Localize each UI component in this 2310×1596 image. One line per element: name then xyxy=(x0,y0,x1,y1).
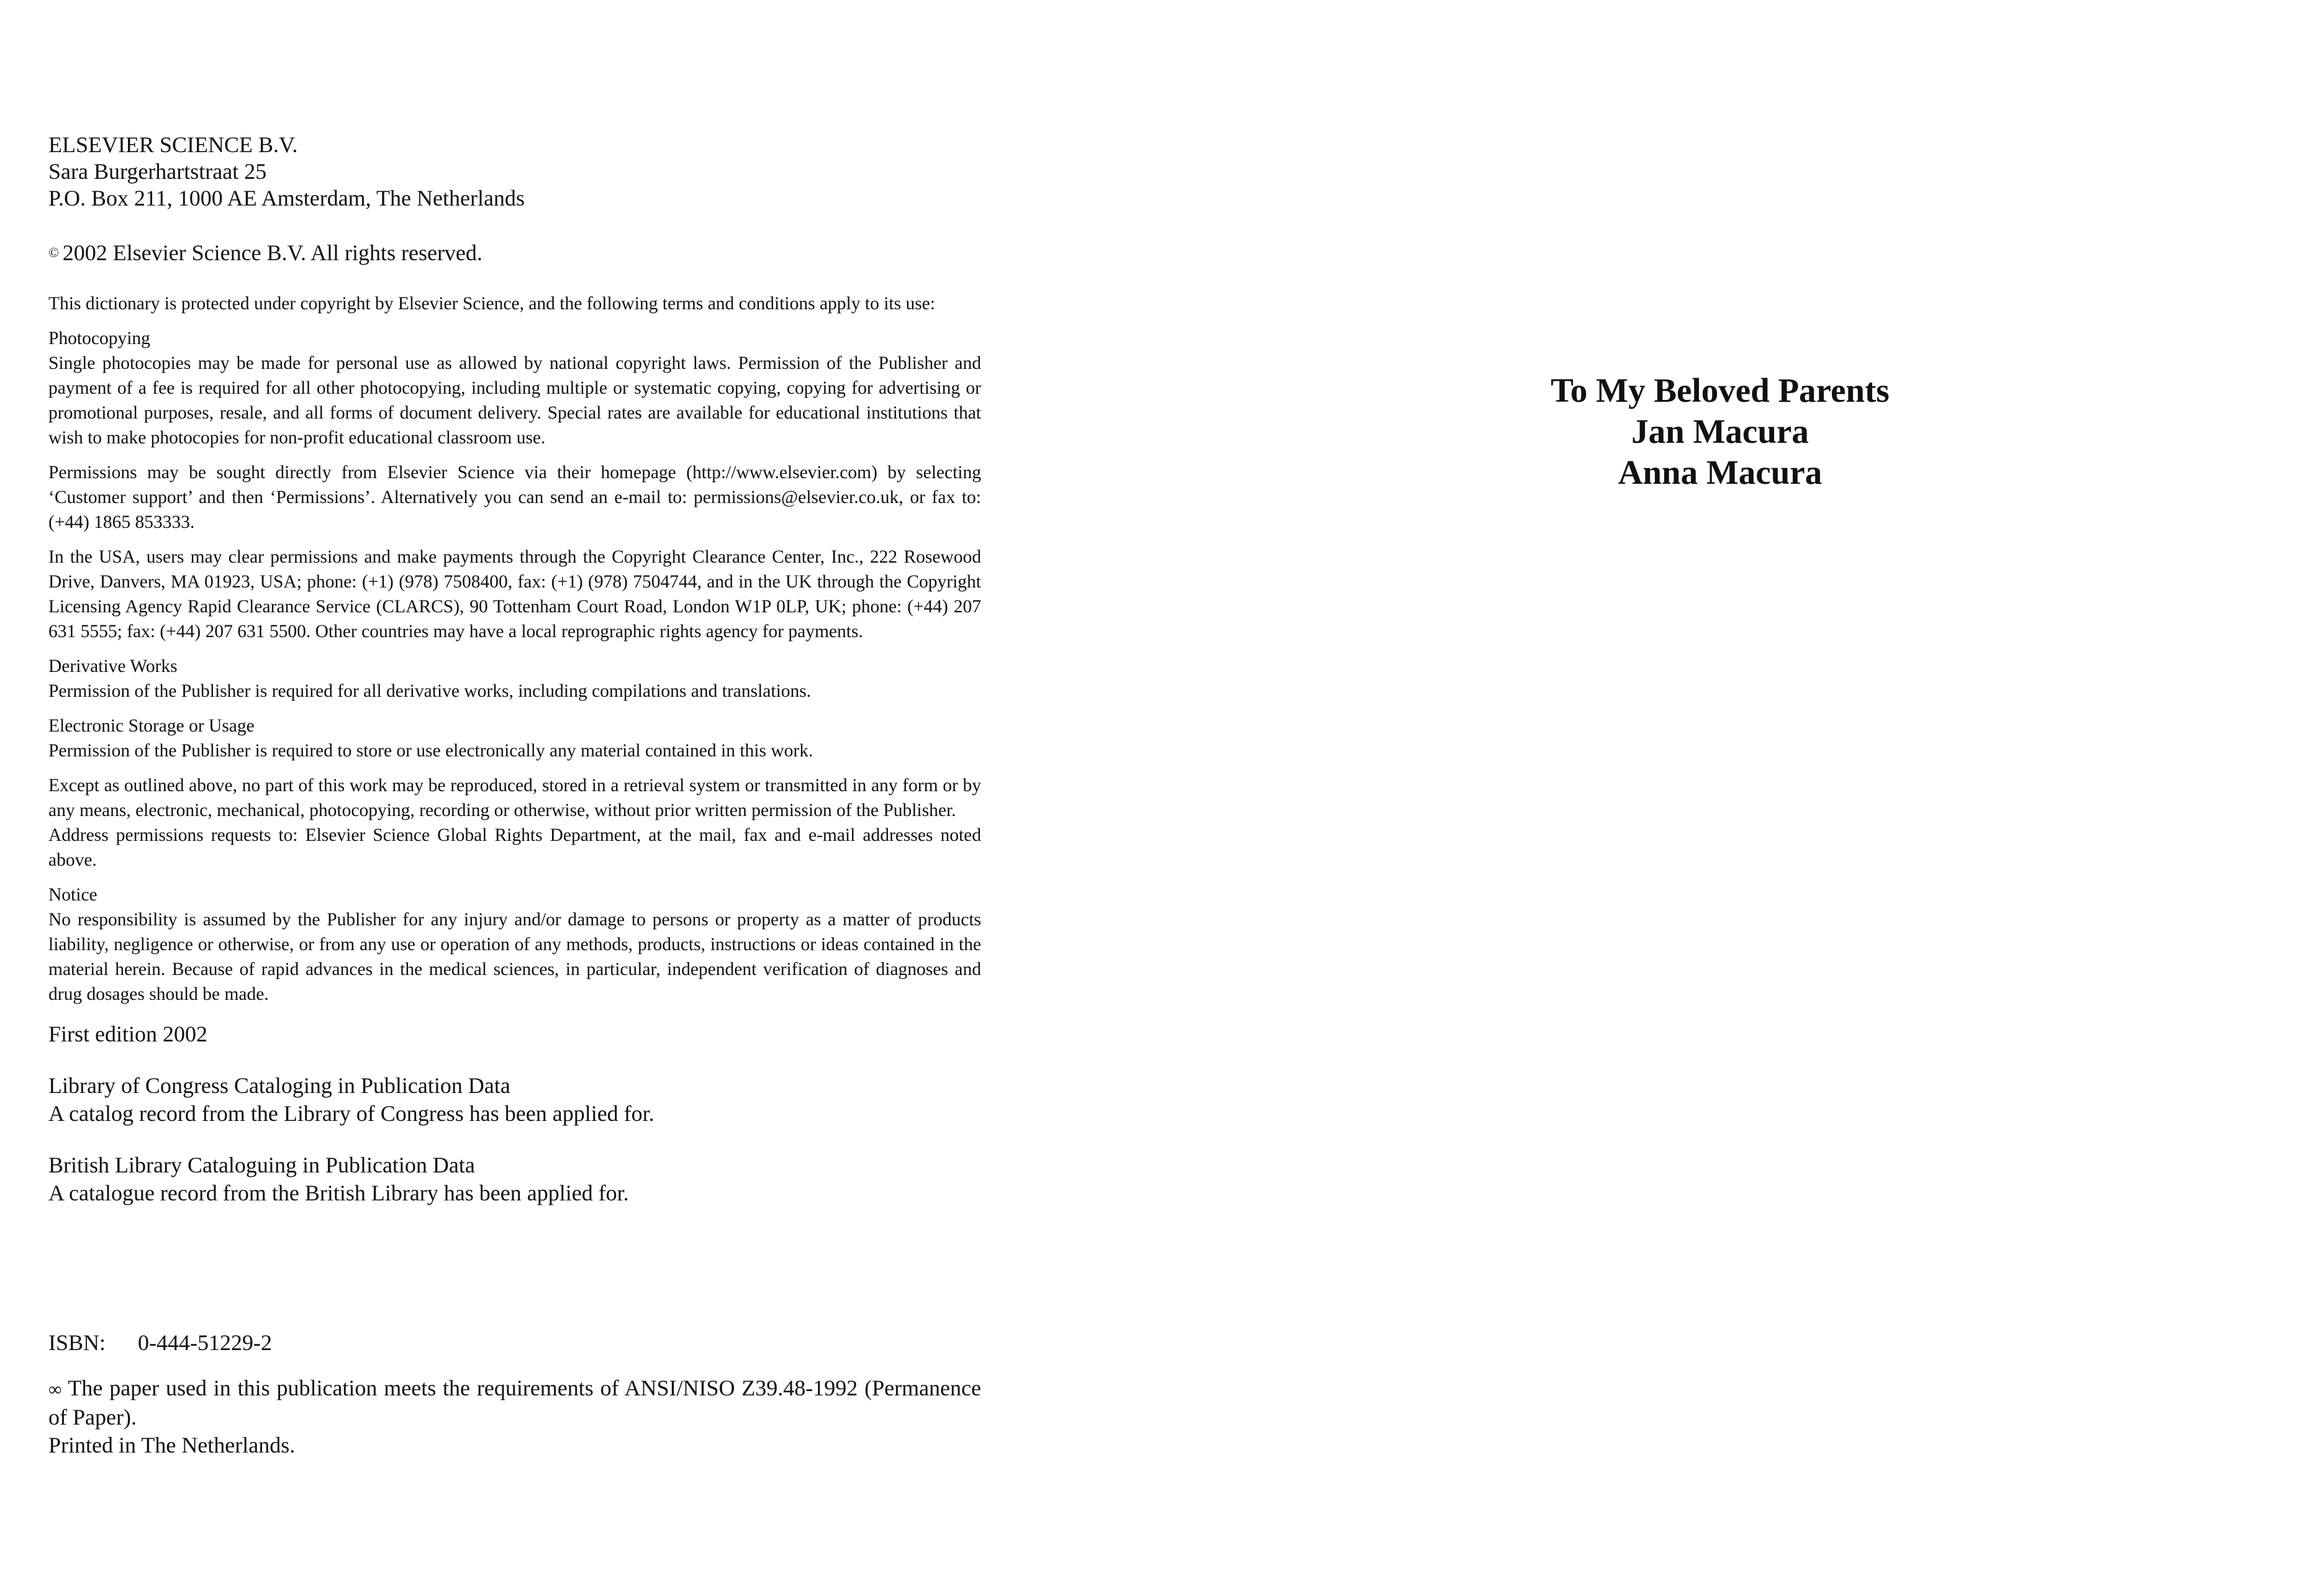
publisher-name: ELSEVIER SCIENCE B.V. xyxy=(48,132,298,157)
publisher-city: P.O. Box 211, 1000 AE Amsterdam, The Netherlands xyxy=(48,186,525,211)
paper-statement xyxy=(48,1374,981,1459)
notice-section xyxy=(48,882,981,1007)
usa-paragraph: In the USA, users may clear permissions and make payments through the Copyright Clearance Center, Inc., 222 Rosewood Drive, Danvers, MA 01923, USA; phone: (+1) (978) 7508400, fax: (+1) (978) 7504744, and in the UK through the Copyright Licensing Agency Rapid Clearance Service (CLARCS), 90 Tottenham Court Road, London W1P 0LP, UK; phone: (+44) 207 631 5555; fax: (+44) 207 631 5500. Other countries may have a local reprographic rights agency for payments. xyxy=(48,547,981,642)
first-edition: First edition 2002 xyxy=(48,1022,208,1046)
electronic-section xyxy=(48,714,981,763)
derivative-section xyxy=(48,654,981,704)
copyright-line xyxy=(48,239,981,266)
copyright-page xyxy=(48,132,981,1459)
bl-heading: British Library Cataloguing in Publication Data xyxy=(48,1153,475,1177)
permissions-paragraph: Permissions may be sought directly from Elsevier Science via their homepage (http://www.elsevier.com) by selecting ‘Customer support’ and then ‘Permissions’. Alternatively you can send an e-mail to: permissions@elsevier.co.uk, or fax to: (+44) 1865 853333. xyxy=(48,463,981,532)
loc-body: A catalog record from the Library of Congress has been applied for. xyxy=(48,1101,654,1126)
dedication-line-3: Anna Macura xyxy=(1618,453,1823,491)
isbn-value: 0-444-51229-2 xyxy=(138,1330,272,1355)
photocopying-section xyxy=(48,326,981,450)
derivative-body: Permission of the Publisher is required for all derivative works, including compilations and translations. xyxy=(48,681,812,701)
electronic-heading: Electronic Storage or Usage xyxy=(48,716,255,736)
dedication-line-2: Jan Macura xyxy=(1631,412,1809,450)
loc-heading: Library of Congress Cataloging in Publication Data xyxy=(48,1073,510,1098)
address-requests: Address permissions requests to: Elsevier Science Global Rights Department, at the mail, fax and e-mail addresses noted above. xyxy=(48,825,981,870)
photocopying-heading: Photocopying xyxy=(48,329,150,348)
terms-intro: This dictionary is protected under copyright by Elsevier Science, and the following terms and conditions apply to its use: xyxy=(48,294,935,314)
photocopying-body: Single photocopies may be made for personal use as allowed by national copyright laws. Permission of the Publisher and payment of a fee is required for all other photocopying, including multiple or systematic copying, copying for advertising or promotional purposes, resale, and all forms of document delivery. Special rates are available for educational institutions that wish to make photocopies for non-profit educational classroom use. xyxy=(48,353,981,448)
paper-text: The paper used in this publication meets the requirements of ANSI/NISO Z39.48-1992 (Permanence of Paper). xyxy=(48,1376,981,1430)
notice-body: No responsibility is assumed by the Publisher for any injury and/or damage to persons or property as a matter of products liability, negligence or otherwise, or from any use or operation of any methods, products, instructions or ideas contained in the material herein. Because of rapid advances in the medical sciences, in particular, independent verification of diagnoses and drug dosages should be made. xyxy=(48,910,981,1004)
permanence-infinity-icon: ∞ xyxy=(48,1379,62,1400)
derivative-heading: Derivative Works xyxy=(48,656,178,676)
publisher-address xyxy=(48,132,981,212)
except-body: Except as outlined above, no part of this work may be reproduced, stored in a retrieval system or transmitted in any form or by any means, electronic, mechanical, photocopying, recording or otherwise, without prior written permission of the Publisher. xyxy=(48,776,981,820)
isbn-label: ISBN: xyxy=(48,1330,106,1355)
dedication-page xyxy=(1155,0,2310,1596)
publisher-street: Sara Burgerhartstraat 25 xyxy=(48,159,267,184)
dedication-line-1: To My Beloved Parents xyxy=(1551,371,1890,409)
printed-in: Printed in The Netherlands. xyxy=(48,1433,296,1458)
isbn-line xyxy=(48,1329,981,1357)
bl-cataloguing xyxy=(48,1151,981,1207)
dedication xyxy=(1155,370,2310,493)
loc-cataloging xyxy=(48,1072,981,1128)
except-paragraph xyxy=(48,773,981,873)
copyright-text: 2002 Elsevier Science B.V. All rights reserved. xyxy=(62,240,482,265)
copyright-icon: © xyxy=(48,245,59,260)
bl-body: A catalogue record from the British Library has been applied for. xyxy=(48,1181,629,1205)
notice-heading: Notice xyxy=(48,885,97,905)
electronic-body: Permission of the Publisher is required to store or use electronically any material contained in this work. xyxy=(48,741,813,761)
